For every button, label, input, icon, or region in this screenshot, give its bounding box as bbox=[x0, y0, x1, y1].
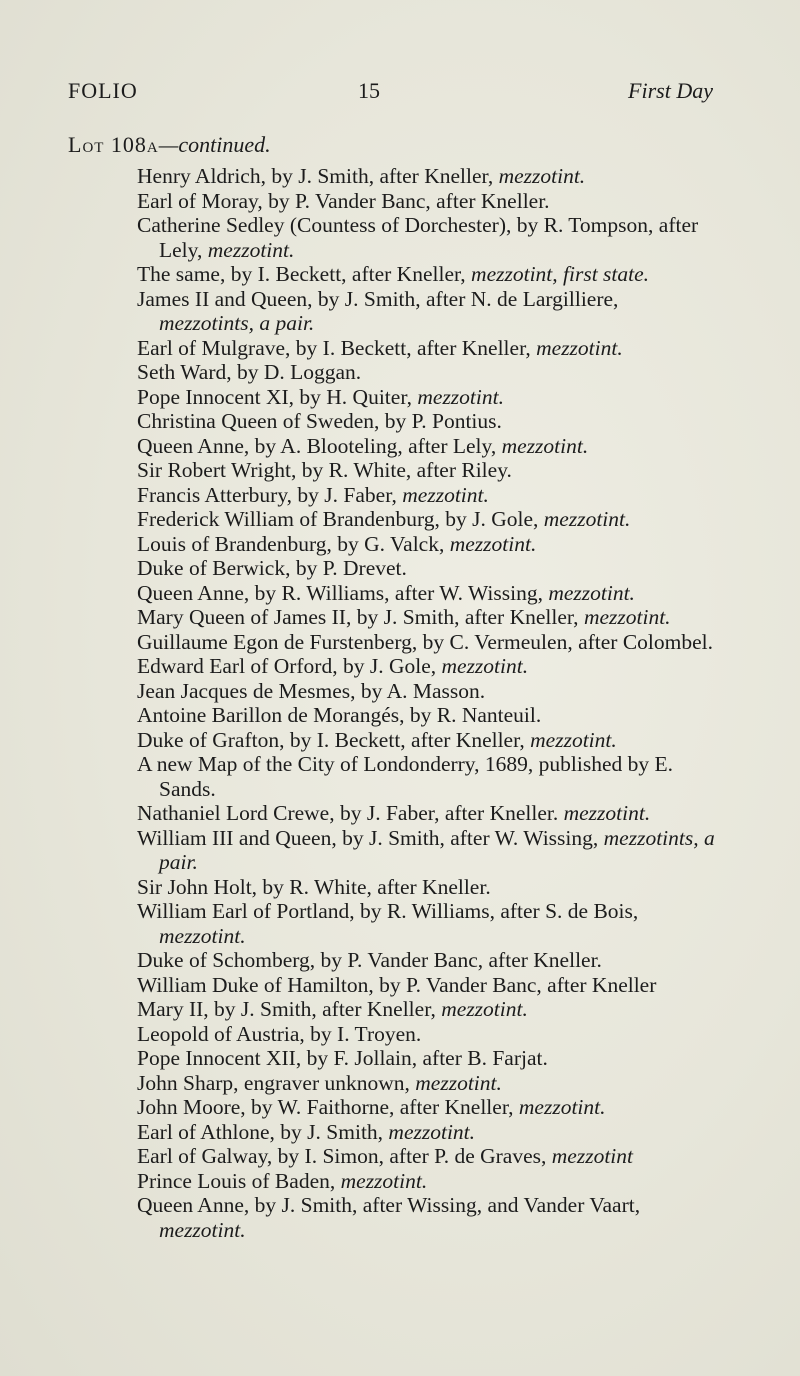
entry-medium: mezzotint. bbox=[563, 801, 651, 825]
list-item bbox=[137, 1095, 717, 1120]
entry-medium: mezzotint. bbox=[441, 654, 529, 678]
entry-text: Earl of Mulgrave, by I. Beckett, after Kneller, bbox=[137, 335, 537, 360]
entry-text: Mary Queen of James II, by J. Smith, after Kneller, bbox=[137, 605, 584, 629]
entry-text: The same, by I. Beckett, after Kneller, bbox=[137, 262, 472, 286]
list-item bbox=[137, 483, 717, 508]
entry-text: William Duke of Hamilton, by P. Vander Banc, after Kneller bbox=[137, 972, 657, 997]
entry-text: Frederick William of Brandenburg, by J. Gole, bbox=[137, 507, 544, 531]
entry-text: Catherine Sedley (Countess of Dorchester), by R. Tompson, after Lely, bbox=[137, 213, 699, 262]
list-item bbox=[137, 287, 717, 336]
entry-medium: mezzotint. bbox=[388, 1119, 476, 1144]
list-item bbox=[137, 605, 717, 630]
list-item bbox=[137, 581, 717, 606]
entry-text: Duke of Grafton, by I. Beckett, after Kneller, bbox=[137, 727, 531, 752]
list-item bbox=[137, 164, 717, 189]
entry-text: Queen Anne, by R. Williams, after W. Wissing, bbox=[137, 580, 549, 605]
entry-medium: mezzotint. bbox=[417, 384, 504, 409]
entry-text: Earl of Moray, by P. Vander Banc, after Kneller. bbox=[137, 188, 550, 213]
list-item bbox=[137, 875, 717, 900]
entry-text: Jean Jacques de Mesmes, by A. Masson. bbox=[137, 678, 486, 703]
entry-text: Antoine Barillon de Morangés, by R. Nanteuil. bbox=[137, 703, 542, 727]
entry-medium: mezzotint. bbox=[498, 164, 586, 188]
list-item bbox=[137, 409, 717, 434]
page-header bbox=[68, 78, 713, 108]
entry-text: William Earl of Portland, by R. Williams, after S. de Bois, bbox=[137, 899, 639, 923]
list-item bbox=[137, 434, 717, 459]
list-item bbox=[137, 997, 717, 1022]
list-item bbox=[137, 654, 717, 679]
list-item bbox=[137, 948, 717, 973]
list-item bbox=[137, 728, 717, 753]
list-item bbox=[137, 1046, 717, 1071]
list-item bbox=[137, 556, 717, 581]
day-label: First Day bbox=[628, 78, 713, 103]
list-item bbox=[137, 213, 717, 262]
entry-text: Sir John Holt, by R. White, after Kneller. bbox=[137, 874, 491, 899]
entry-text: Pope Innocent XI, by H. Quiter, bbox=[137, 384, 418, 409]
list-item bbox=[137, 189, 717, 214]
list-item bbox=[137, 1193, 717, 1242]
entry-medium: mezzotint. bbox=[449, 531, 537, 556]
entry-medium: mezzotint. bbox=[159, 1217, 246, 1242]
lot-continued: —continued. bbox=[158, 132, 271, 157]
entry-text: Edward Earl of Orford, by J. Gole, bbox=[137, 654, 442, 678]
page-number: 15 bbox=[358, 78, 380, 103]
list-item bbox=[137, 752, 717, 801]
entry-medium: mezzotint. bbox=[543, 507, 631, 531]
list-item bbox=[137, 679, 717, 704]
entry-medium: mezzotint. bbox=[583, 605, 671, 629]
list-item bbox=[137, 899, 717, 948]
entry-medium: mezzotint. bbox=[340, 1168, 428, 1193]
entry-text: Christina Queen of Sweden, by P. Pontius. bbox=[137, 409, 502, 433]
entry-text: Earl of Athlone, by J. Smith, bbox=[137, 1119, 389, 1144]
list-item bbox=[137, 973, 717, 998]
entry-medium: mezzotint. bbox=[530, 727, 617, 752]
entry-text: Queen Anne, by A. Blooteling, after Lely, bbox=[137, 433, 502, 458]
entry-text: Duke of Schomberg, by P. Vander Banc, after Kneller. bbox=[137, 948, 602, 972]
entry-text: Louis of Brandenburg, by G. Valck, bbox=[137, 531, 450, 556]
entry-text: Guillaume Egon de Furstenberg, by C. Vermeulen, after Colombel. bbox=[137, 629, 714, 654]
list-item bbox=[137, 458, 717, 483]
list-item bbox=[137, 1144, 717, 1169]
list-item bbox=[137, 703, 717, 728]
entry-medium: mezzotint. bbox=[548, 580, 635, 605]
entry-text: Queen Anne, by J. Smith, after Wissing, and Vander Vaart, bbox=[137, 1193, 641, 1217]
entry-medium: mezzotints, a pair. bbox=[159, 311, 315, 335]
entry-text: A new Map of the City of Londonderry, 1689, published by E. Sands. bbox=[137, 752, 674, 801]
entry-text: John Sharp, engraver unknown, bbox=[137, 1070, 416, 1095]
list-item bbox=[137, 1022, 717, 1047]
list-item bbox=[137, 630, 717, 655]
list-item bbox=[137, 1120, 717, 1145]
lot-number: Lot 108a bbox=[68, 132, 159, 157]
entry-medium: mezzotint. bbox=[518, 1095, 606, 1119]
list-item bbox=[137, 1071, 717, 1096]
entry-text: Pope Innocent XII, by F. Jollain, after B. Farjat. bbox=[137, 1046, 548, 1070]
entry-text: Francis Atterbury, by J. Faber, bbox=[137, 482, 403, 507]
entry-text: Sir Robert Wright, by R. White, after Riley. bbox=[137, 458, 512, 482]
entry-text: James II and Queen, by J. Smith, after N. de Largilliere, bbox=[137, 286, 619, 311]
entry-medium: mezzotint. bbox=[415, 1070, 502, 1095]
entry-medium: mezzotint. bbox=[402, 482, 489, 507]
entry-text: Earl of Galway, by I. Simon, after P. de Graves, bbox=[137, 1144, 552, 1168]
list-item bbox=[137, 826, 717, 875]
list-item bbox=[137, 336, 717, 361]
entry-medium: mezzotints, a pair. bbox=[159, 825, 715, 874]
lot-heading bbox=[68, 132, 271, 158]
entry-medium: mezzotint bbox=[551, 1144, 633, 1168]
entry-text: Henry Aldrich, by J. Smith, after Kneller, bbox=[137, 164, 499, 188]
entry-text: Mary II, by J. Smith, after Kneller, bbox=[137, 997, 442, 1021]
entry-medium: mezzotint. bbox=[501, 433, 589, 458]
list-item bbox=[137, 1169, 717, 1194]
entry-text: John Moore, by W. Faithorne, after Kneller, bbox=[137, 1095, 519, 1119]
list-item bbox=[137, 507, 717, 532]
entry-text: Nathaniel Lord Crewe, by J. Faber, after Kneller. bbox=[137, 801, 564, 825]
list-item bbox=[137, 262, 717, 287]
entry-medium: mezzotint. bbox=[207, 237, 295, 262]
list-item bbox=[137, 532, 717, 557]
list-item bbox=[137, 360, 717, 385]
list-item bbox=[137, 801, 717, 826]
entry-text: Leopold of Austria, by I. Troyen. bbox=[137, 1021, 422, 1046]
entry-medium: mezzotint. bbox=[441, 997, 528, 1021]
entry-medium: mezzotint. bbox=[536, 335, 623, 360]
entry-text: Duke of Berwick, by P. Drevet. bbox=[137, 556, 407, 580]
entry-text: Prince Louis of Baden, bbox=[137, 1168, 341, 1193]
entry-medium: mezzotint. bbox=[159, 923, 246, 948]
lot-entries-list bbox=[137, 164, 717, 1242]
entry-medium: mezzotint, first state. bbox=[471, 262, 650, 286]
entry-text: Seth Ward, by D. Loggan. bbox=[137, 360, 362, 384]
list-item bbox=[137, 385, 717, 410]
folio-label: FOLIO bbox=[68, 78, 138, 103]
entry-text: William III and Queen, by J. Smith, after W. Wissing, bbox=[137, 825, 604, 850]
